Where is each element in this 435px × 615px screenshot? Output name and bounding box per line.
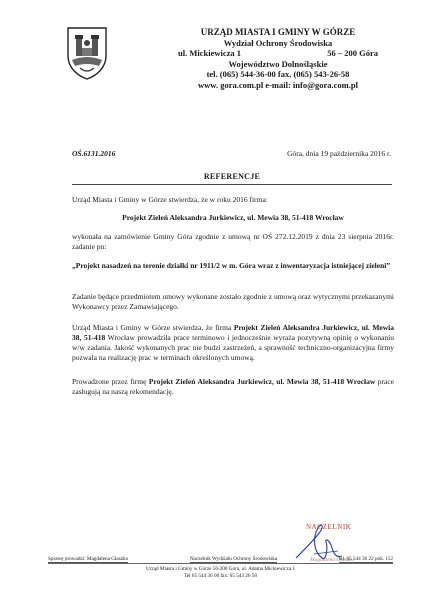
opinion-paragraph: [72, 323, 394, 363]
footer-phone-fax: Tel 65 544 36 00 fax. 65 543 26 58: [184, 573, 257, 579]
intro-paragraph: Urząd Miasta i Gminy w Górze stwierdza, że w roku 2016 firma:: [72, 195, 268, 204]
office-name: URZĄD MIASTA I GMINY W GÓRZE: [200, 27, 356, 37]
task-name: „Projekt nasadzeń na terenie działki nr 1911/2 w m. Góra wraz z inwentaryzacja istniejącej zieleni”: [72, 261, 391, 270]
footer-address: Urząd Miasta i Gminy w Górze 56-200 Góra, ul. Adama Mickiewicza 1: [145, 566, 296, 572]
footer-position: Naczelnik Wydziału Ochrony Środowiska: [189, 556, 278, 562]
office-letterhead: [178, 27, 378, 90]
company-line: [72, 213, 394, 223]
address-postcode: 56 – 200 Góra: [327, 48, 378, 58]
footer-handled-by: Sprawę prowadzi: Magdalena Głaszko: [48, 556, 129, 562]
phone-fax: tel. (065) 544-36-00 fax. (065) 543-26-58: [206, 69, 350, 79]
address-street: ul. Mickiewicza 1: [178, 48, 242, 58]
opinion-body: Wrocław prowadziła prace terminowo i jednocześnie wyraża pozytywną opinię o wykonaniu w/w zadania. Jakość wykonanych prac nie budzi zastrzeżeń, a sprawność techniczno-organizacyjna firmy pozwala na realizację prac w terminach określonych umową.: [72, 333, 394, 362]
recommendation-company: Projekt Zieleń Aleksandra Jurkiewicz, ul. Mewia 38, 51-418 Wrocław: [148, 377, 376, 386]
company-name: Projekt Zieleń Aleksandra Jurkiewicz, ul. Mewia 38, 51-418 Wrocław: [122, 213, 344, 222]
document-title: REFERENCJE: [203, 172, 261, 181]
compliance-paragraph: Zadanie będące przedmiotem umowy wykonane zostało zgodnie z umową oraz wytycznymi przekazanymi Wykonawcy przez Zamawiającego.: [72, 292, 394, 311]
document-date: Góra, dnia 19 października 2016 r.: [287, 149, 391, 158]
stamp-title: NACZELNIK: [306, 523, 352, 531]
title-divider: [72, 184, 392, 185]
opinion-intro: Urząd Miasta i Gminy w Górze stwierdza, że firma: [72, 323, 234, 332]
department-name: Wydział Ochrony Środowiska: [223, 37, 333, 48]
city-coat-of-arms-icon: [66, 26, 108, 80]
footer-phone-room: tel. 65 544 36 22 pok. 112: [338, 556, 393, 562]
footer-contact-row: [48, 556, 393, 563]
recommendation-paragraph: [72, 377, 394, 397]
stamp-name: Magdalena Głaszko: [310, 557, 355, 563]
opinion-company: Projekt Zieleń Aleksandra Jurkiewicz, ul. Mewia 38, 51-418: [72, 323, 394, 342]
footer-divider: [48, 563, 393, 564]
contract-paragraph: wykonała na zamówienie Gminy Góra zgodnie z umową nr OŚ 272.12.2019 z dnia 23 sierpnia 2016r. zadanie pn:: [72, 232, 394, 251]
web-email: www. gora.com.pl e-mail: info@gora.com.pl: [198, 79, 358, 90]
recommendation-intro: Prowadzone przez firmę: [72, 377, 149, 386]
task-title: [72, 261, 394, 271]
reference-number: OŚ.6131.2016: [72, 149, 116, 158]
recommendation-end: prace zasługują na naszą rekomendację.: [72, 377, 394, 396]
voivodeship: Województwo Dolnośląskie: [228, 58, 328, 69]
office-address: [178, 48, 378, 59]
